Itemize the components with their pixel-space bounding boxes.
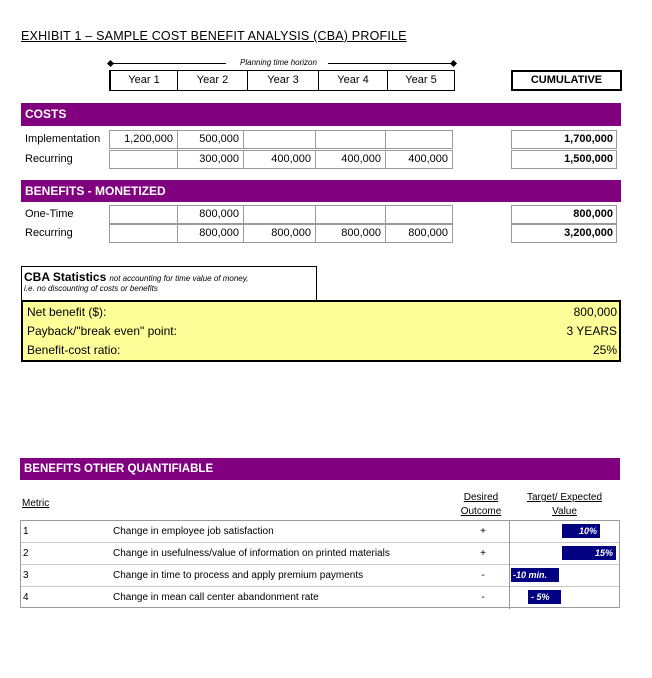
benefits-recurring-year1 [109, 224, 178, 243]
year-header-1: Year 1 [109, 70, 178, 91]
stat-benefit-cost-ratio [25, 341, 619, 360]
metric-target-value: 10% [562, 524, 600, 538]
year-header-2: Year 2 [177, 70, 248, 91]
metric-number: 1 [23, 526, 29, 537]
benefits-onetime-year4 [315, 205, 386, 224]
metric-description: Change in employee job satisfaction [113, 526, 274, 537]
metric-desired-outcome: - [481, 592, 485, 603]
target-value-header-line-1: Target/ Expected [526, 492, 603, 503]
metric-target-value: 15% [562, 546, 616, 560]
year-header-3: Year 3 [247, 70, 319, 91]
costs-recurring-year2: 300,000 [177, 150, 244, 169]
stat-payback [25, 322, 619, 341]
costs-implementation-year3 [243, 130, 316, 149]
benefits-recurring-cumulative: 3,200,000 [511, 224, 617, 243]
benefits-onetime-year5 [385, 205, 453, 224]
metric-row [21, 587, 619, 609]
costs-implementation-year1: 1,200,000 [109, 130, 178, 149]
costs-recurring-year4: 400,000 [315, 150, 386, 169]
costs-implementation-cumulative: 1,700,000 [511, 130, 617, 149]
target-value-header [512, 491, 617, 519]
metric-description: Change in usefulness/value of information on printed materials [113, 548, 390, 559]
cumulative-header: CUMULATIVE [511, 70, 622, 91]
metrics-table [20, 520, 620, 608]
metric-divider [509, 565, 510, 587]
benefits-onetime-year3 [243, 205, 316, 224]
cba-statistics-title: CBA Statistics [24, 270, 107, 284]
costs-implementation-year2: 500,000 [177, 130, 244, 149]
benefits-monetized-band: BENEFITS - MONETIZED [21, 180, 621, 202]
metric-number: 2 [23, 548, 29, 559]
costs-recurring-year3: 400,000 [243, 150, 316, 169]
benefits-onetime-year1 [109, 205, 178, 224]
metric-divider [509, 521, 510, 543]
cba-statistics-header [21, 266, 317, 301]
costs-recurring-year1 [109, 150, 178, 169]
stat-net-benefit-label: Net benefit ($): [27, 305, 107, 319]
benefits-recurring-year3: 800,000 [243, 224, 316, 243]
metric-description: Change in mean call center abandonment rate [113, 592, 319, 603]
stat-benefit-cost-ratio-value: 25% [592, 343, 617, 357]
horizon-label: Planning time horizon [240, 58, 317, 67]
desired-outcome-header-line-1: Desired [463, 492, 499, 503]
metric-desired-outcome: - [481, 570, 485, 581]
benefits-recurring-label: Recurring [25, 227, 73, 239]
metric-target-value: - 5% [528, 590, 561, 604]
costs-recurring-year5: 400,000 [385, 150, 453, 169]
target-value-header-line-2: Value [552, 506, 577, 517]
metric-number: 3 [23, 570, 29, 581]
benefits-onetime-cumulative: 800,000 [511, 205, 617, 224]
metric-row [21, 565, 619, 587]
benefits-recurring-year4: 800,000 [315, 224, 386, 243]
benefits-recurring-year2: 800,000 [177, 224, 244, 243]
metric-desired-outcome: + [480, 548, 486, 559]
benefits-onetime-label: One-Time [25, 208, 74, 220]
metric-divider [509, 543, 510, 565]
desired-outcome-header [451, 491, 511, 519]
horizon-start-marker [107, 60, 114, 67]
stat-payback-value: 3 YEARS [566, 324, 617, 338]
year-header-5: Year 5 [387, 70, 455, 91]
stat-net-benefit-value: 800,000 [573, 305, 617, 319]
costs-recurring-label: Recurring [25, 153, 73, 165]
benefits-other-band: BENEFITS OTHER QUANTIFIABLE [20, 458, 620, 480]
costs-band: COSTS [21, 103, 621, 126]
costs-implementation-year5 [385, 130, 453, 149]
costs-recurring-cumulative: 1,500,000 [511, 150, 617, 169]
metric-row [21, 521, 619, 543]
stat-net-benefit [25, 303, 619, 322]
metric-description: Change in time to process and apply premium payments [113, 570, 364, 581]
metric-column-header: Metric [22, 498, 50, 509]
cba-statistics-note-1: not accounting for time value of money, [109, 274, 249, 283]
benefits-onetime-year2: 800,000 [177, 205, 244, 224]
metric-row [21, 543, 619, 565]
benefits-recurring-year5: 800,000 [385, 224, 453, 243]
metric-target-value: -10 min. [511, 568, 559, 582]
year-header-4: Year 4 [318, 70, 388, 91]
costs-implementation-year4 [315, 130, 386, 149]
cba-statistics-panel [21, 300, 621, 362]
page-title: EXHIBIT 1 – SAMPLE COST BENEFIT ANALYSIS (CBA) PROFILE [21, 29, 407, 43]
stat-payback-label: Payback/"break even" point: [27, 324, 177, 338]
cba-statistics-note-2: i.e. no discounting of costs or benefits [24, 284, 158, 293]
costs-implementation-label: Implementation [25, 133, 101, 145]
stat-benefit-cost-ratio-label: Benefit-cost ratio: [27, 343, 121, 357]
desired-outcome-header-line-2: Outcome [460, 506, 502, 517]
metric-desired-outcome: + [480, 526, 486, 537]
metric-number: 4 [23, 592, 29, 603]
horizon-end-marker [450, 60, 457, 67]
metric-divider [509, 587, 510, 609]
